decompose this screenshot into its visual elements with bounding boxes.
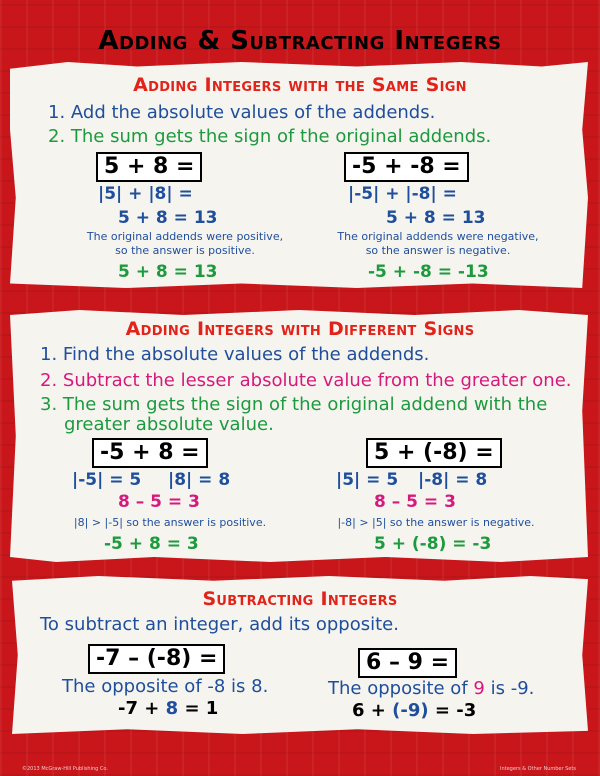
- same-sign-right-answer: -5 + -8 = -13: [368, 262, 489, 282]
- diff-sign-step-1: 1. Find the absolute values of the addends.: [40, 344, 430, 365]
- diff-sign-step-2: 2. Subtract the lesser absolute value from the greater one.: [40, 370, 572, 391]
- diff-sign-step-3: 3. The sum gets the sign of the original addend with the: [40, 394, 548, 415]
- diff-sign-left-abs-2: |8| = 8: [168, 470, 231, 490]
- same-sign-heading: Adding Integers with the Same Sign: [133, 74, 467, 96]
- same-sign-right-note: The original addends were negative, so the answer is negative.: [337, 230, 539, 257]
- same-sign-right-problem: -5 + -8 =: [344, 152, 469, 182]
- page-title: Adding & Subtracting Integers: [98, 26, 502, 56]
- diff-sign-left-diff: 8 – 5 = 3: [118, 492, 200, 512]
- same-sign-left-abs: |5| + |8| =: [98, 184, 193, 204]
- subtract-left-problem: -7 – (-8) =: [88, 644, 225, 674]
- subtract-right-opposite: The opposite of 9 is -9.: [328, 678, 535, 699]
- diff-sign-left-abs-1: |-5| = 5: [72, 470, 142, 490]
- same-sign-step-2: 2. The sum gets the sign of the original addends.: [48, 126, 492, 147]
- same-sign-right-abs: |-5| + |-8| =: [348, 184, 457, 204]
- subtract-rule: To subtract an integer, add its opposite.: [40, 614, 399, 635]
- diff-sign-left-answer: -5 + 8 = 3: [104, 534, 199, 554]
- diff-sign-left-problem: -5 + 8 =: [92, 438, 208, 468]
- same-sign-left-problem: 5 + 8 =: [96, 152, 202, 182]
- diff-sign-right-problem: 5 + (-8) =: [366, 438, 502, 468]
- footer-series: Integers & Other Number Sets: [500, 766, 576, 772]
- subtract-left-answer: -7 + 8 = 1: [118, 698, 219, 719]
- diff-sign-right-abs-2: |-8| = 8: [418, 470, 488, 490]
- same-sign-left-answer: 5 + 8 = 13: [118, 262, 218, 282]
- diff-sign-right-note: |-8| > |5| so the answer is negative.: [337, 516, 535, 529]
- same-sign-right-sum: 5 + 8 = 13: [386, 208, 486, 228]
- footer-copyright: ©2013 McGraw-Hill Publishing Co.: [22, 766, 108, 772]
- diff-sign-right-diff: 8 – 5 = 3: [374, 492, 456, 512]
- diff-sign-right-abs-1: |5| = 5: [336, 470, 399, 490]
- subtract-left-opposite: The opposite of -8 is 8.: [62, 676, 269, 697]
- subtract-right-problem: 6 – 9 =: [358, 648, 457, 678]
- same-sign-step-1: 1. Add the absolute values of the addends.: [48, 102, 436, 123]
- diff-sign-heading: Adding Integers with Different Signs: [125, 318, 475, 340]
- subtract-heading: Subtracting Integers: [202, 588, 398, 610]
- same-sign-left-note: The original addends were positive, so the answer is positive.: [86, 230, 284, 257]
- subtract-right-answer: 6 + (-9) = -3: [352, 700, 477, 721]
- same-sign-left-sum: 5 + 8 = 13: [118, 208, 218, 228]
- diff-sign-left-note: |8| > |-5| so the answer is positive.: [73, 516, 267, 529]
- diff-sign-step-3-cont: greater absolute value.: [64, 414, 274, 435]
- diff-sign-right-answer: 5 + (-8) = -3: [374, 534, 492, 554]
